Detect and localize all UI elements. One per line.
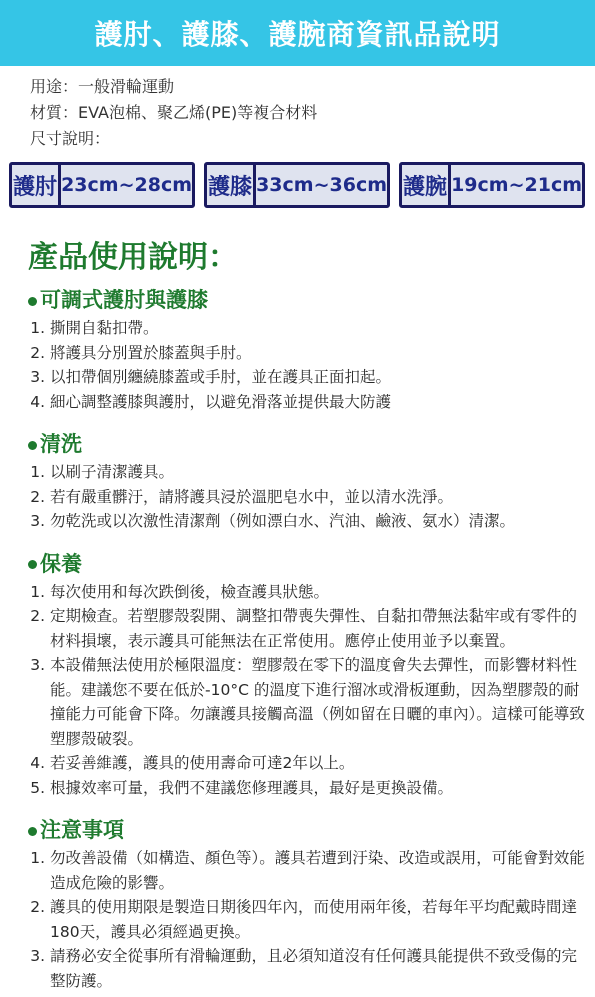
bullet-dot-icon bbox=[28, 441, 37, 450]
section-heading bbox=[28, 428, 587, 458]
list-item: 4. 若妥善維護，護具的使用壽命可達2年以上。 bbox=[50, 751, 587, 776]
list-item: 3. 勿乾洗或以次激性清潔劑（例如漂白水、汽油、鹼液、氨水）清潔。 bbox=[50, 509, 587, 534]
section-heading-text: 可調式護肘與護膝 bbox=[40, 288, 208, 312]
bullet-dot-icon bbox=[28, 297, 37, 306]
section-precautions bbox=[28, 814, 587, 993]
section-cleaning bbox=[28, 428, 587, 534]
section-heading bbox=[28, 548, 587, 578]
size-name: 護膝 bbox=[207, 165, 253, 205]
instruction-list bbox=[28, 460, 587, 534]
list-item: 4. 細心調整護膝與護肘，以避免滑落並提供最大防護 bbox=[50, 390, 587, 415]
list-item: 1. 勿改善設備（如構造、顏色等）。護具若遭到汙染、改造或誤用，可能會對效能造成危險的影響。 bbox=[50, 846, 587, 895]
section-heading bbox=[28, 284, 587, 314]
list-item: 2. 將護具分別置於膝蓋與手肘。 bbox=[50, 341, 587, 366]
instruction-list bbox=[28, 580, 587, 801]
section-maintenance bbox=[28, 548, 587, 801]
section-adjustable bbox=[28, 284, 587, 414]
material-text: 材質：EVA泡棉、聚乙烯(PE)等複合材料 bbox=[30, 103, 318, 122]
size-range: 23cm~28cm bbox=[61, 165, 192, 205]
size-name: 護腕 bbox=[402, 165, 448, 205]
list-item: 2. 護具的使用期限是製造日期後四年內，而使用兩年後，若每年平均配戴時間達180天，護具必須經過更換。 bbox=[50, 895, 587, 944]
list-item: 3. 本設備無法使用於極限溫度：塑膠殼在零下的溫度會失去彈性，而影響材料性能。建議您不要在低於-10°C 的溫度下進行溜冰或滑板運動，因為塑膠殼的耐撞能力可能會下降。勿讓護具接觸高溫（例如留在日曬的車內）。這樣可能導致塑膠殼破裂。 bbox=[50, 653, 587, 751]
list-item: 1. 撕開自黏扣帶。 bbox=[50, 316, 587, 341]
size-box-knee bbox=[204, 162, 390, 208]
list-item: 3. 請務必安全從事所有滑輪運動，且必須知道沒有任何護具能提供不致受傷的完整防護。 bbox=[50, 944, 587, 993]
list-item: 1. 每次使用和每次跌倒後，檢查護具狀態。 bbox=[50, 580, 587, 605]
product-info bbox=[30, 74, 595, 152]
instruction-list bbox=[28, 846, 587, 993]
size-box-elbow bbox=[9, 162, 195, 208]
section-heading-text: 注意事項 bbox=[40, 818, 124, 842]
usage-instructions-title: 產品使用說明： bbox=[28, 240, 238, 275]
section-heading-text: 清洗 bbox=[40, 432, 82, 456]
size-name: 護肘 bbox=[12, 165, 58, 205]
list-item: 5. 根據效率可量，我們不建議您修理護具，最好是更換設備。 bbox=[50, 776, 587, 801]
list-item: 2. 若有嚴重髒汙，請將護具浸於溫肥皂水中，並以清水洗淨。 bbox=[50, 485, 587, 510]
bullet-dot-icon bbox=[28, 560, 37, 569]
section-heading-text: 保養 bbox=[40, 551, 82, 576]
section-heading bbox=[28, 814, 587, 844]
size-table bbox=[9, 162, 595, 208]
usage-text: 用途：一般滑輪運動 bbox=[30, 77, 175, 96]
size-label: 尺寸說明： bbox=[30, 129, 111, 148]
size-range: 33cm~36cm bbox=[256, 165, 387, 205]
page-title-banner bbox=[0, 0, 595, 66]
list-item: 1. 以刷子清潔護具。 bbox=[50, 460, 587, 485]
size-box-wrist bbox=[399, 162, 585, 208]
size-range: 19cm~21cm bbox=[451, 165, 582, 205]
list-item: 2. 定期檢查。若塑膠殼裂開、調整扣帶喪失彈性、自黏扣帶無法黏牢或有零件的材料損壞，表示護具可能無法在正常使用。應停止使用並予以棄置。 bbox=[50, 604, 587, 653]
list-item: 3. 以扣帶個別纏繞膝蓋或手肘，並在護具正面扣起。 bbox=[50, 365, 587, 390]
instruction-list bbox=[28, 316, 587, 414]
page-title: 護肘、護膝、護腕商資訊品說明 bbox=[94, 18, 501, 51]
bullet-dot-icon bbox=[28, 827, 37, 836]
